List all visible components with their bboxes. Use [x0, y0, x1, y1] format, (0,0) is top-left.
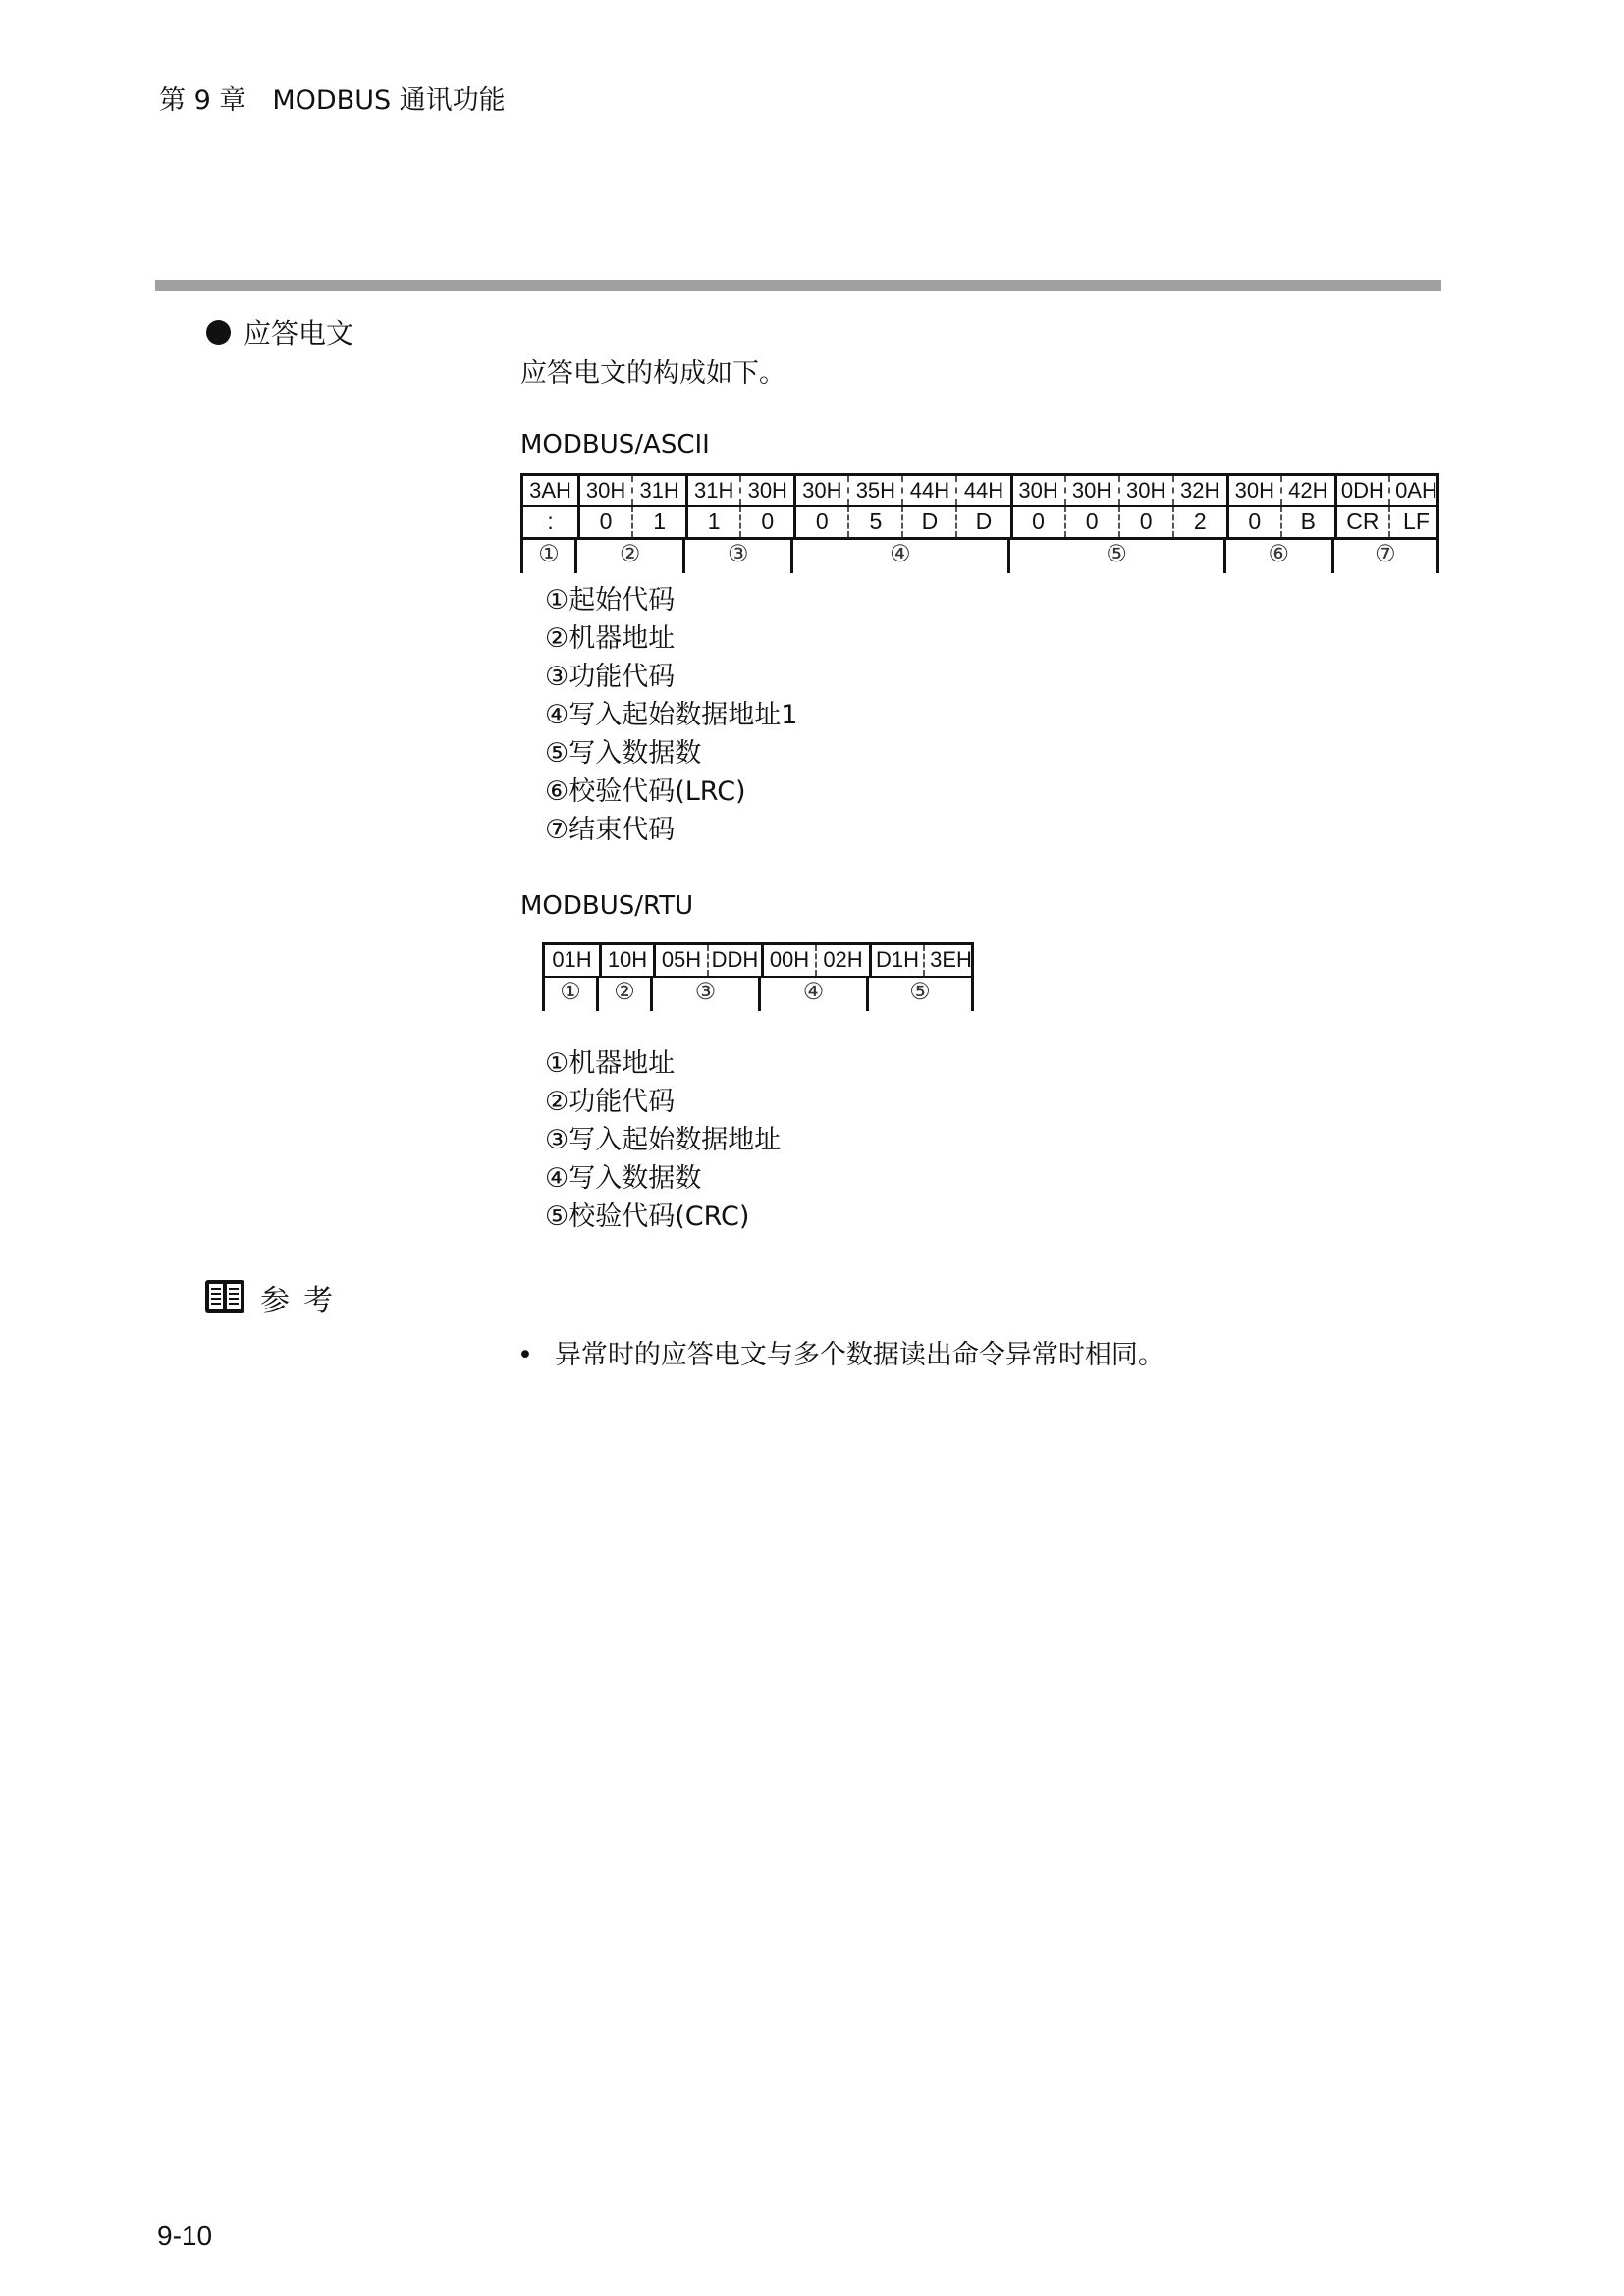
ascii-chars-cell: 2	[1172, 507, 1226, 537]
rtu-hex-cell: 3EH	[923, 945, 977, 976]
ascii-chars-cell: LF	[1388, 507, 1442, 537]
ascii-hex-cell: 0DH	[1334, 476, 1388, 505]
ascii-legend-item: ②机器地址	[545, 623, 676, 654]
ascii-hex-cell: 32H	[1172, 476, 1226, 505]
ascii-group-row	[520, 540, 1439, 573]
ascii-hex-cell: 30H	[577, 476, 631, 505]
ascii-legend-item: ③功能代码	[545, 662, 676, 692]
reference-title: 参考	[260, 1284, 347, 1318]
bullet-dot-icon	[206, 320, 231, 345]
ascii-chars-cell: 0	[1118, 507, 1172, 537]
rtu-group-row	[542, 978, 974, 1011]
rtu-hex-cell: 10H	[599, 945, 653, 976]
ascii-hex-cell: 44H	[955, 476, 1009, 505]
ascii-legend	[545, 581, 797, 849]
rtu-hex-cell: DDH	[707, 945, 761, 976]
ascii-group-number: ④	[790, 540, 1006, 573]
section-heading	[206, 312, 353, 351]
rtu-frame-label: MODBUS/RTU	[520, 891, 694, 921]
rtu-legend-item: ④写入数据数	[545, 1163, 702, 1194]
ascii-chars-cell: 0	[793, 507, 847, 537]
ascii-hex-cell: 31H	[631, 476, 685, 505]
ascii-chars-cell: 0	[1010, 507, 1064, 537]
ascii-chars-cell: 0	[577, 507, 631, 537]
section-title: 应答电文	[244, 317, 354, 349]
ascii-hex-cell: 31H	[685, 476, 739, 505]
section-intro: 应答电文的构成如下。	[520, 358, 785, 389]
rtu-hex-cell: 02H	[815, 945, 869, 976]
rtu-group-number: ③	[650, 978, 758, 1011]
ascii-hex-cell: 30H	[739, 476, 793, 505]
ascii-hex-cell: 30H	[1010, 476, 1064, 505]
ascii-legend-item: ⑥校验代码(LRC)	[545, 776, 746, 807]
ascii-legend-item: ⑤写入数据数	[545, 738, 702, 769]
ascii-hex-cell: 0AH	[1388, 476, 1442, 505]
ascii-hex-cell: 30H	[793, 476, 847, 505]
rtu-group-number: ①	[542, 978, 596, 1011]
note-bullet: •	[517, 1340, 533, 1370]
ascii-chars-cell: 0	[1226, 507, 1280, 537]
ascii-hex-cell: 44H	[901, 476, 955, 505]
ascii-hex-cell: 30H	[1226, 476, 1280, 505]
ascii-chars-cell: CR	[1334, 507, 1388, 537]
ascii-chars-cell: B	[1280, 507, 1334, 537]
ascii-chars-cell: D	[955, 507, 1009, 537]
rtu-group-number: ④	[758, 978, 866, 1011]
ascii-chars-cell: 1	[631, 507, 685, 537]
rtu-hex-cell: 05H	[653, 945, 707, 976]
ascii-legend-item: ①起始代码	[545, 585, 676, 615]
rtu-legend-item: ⑤校验代码(CRC)	[545, 1201, 750, 1232]
rtu-legend	[545, 1044, 781, 1236]
ascii-group-number: ②	[574, 540, 682, 573]
note-text: 异常时的应答电文与多个数据读出命令异常时相同。	[554, 1340, 1164, 1370]
rtu-hex-cell: 00H	[761, 945, 815, 976]
page-number: 9-10	[157, 2220, 213, 2251]
ascii-hex-cell: 3AH	[529, 478, 571, 503]
rtu-group-number: ⑤	[866, 978, 974, 1011]
ascii-frame-label: MODBUS/ASCII	[520, 430, 710, 459]
ascii-chars-cell: 0	[1064, 507, 1118, 537]
chapter-header: 第 9 章 MODBUS 通讯功能	[159, 85, 506, 116]
ascii-group-number: ⑤	[1007, 540, 1223, 573]
ascii-chars-cell: :	[547, 508, 554, 534]
rtu-frame-table	[542, 942, 974, 1011]
book-icon	[203, 1278, 246, 1315]
reference-note	[517, 1333, 1164, 1371]
rtu-group-number: ②	[596, 978, 650, 1011]
rtu-legend-item: ②功能代码	[545, 1087, 676, 1117]
ascii-legend-item: ④写入起始数据地址1	[545, 700, 798, 730]
rtu-legend-item: ③写入起始数据地址	[545, 1125, 782, 1155]
ascii-group-number: ①	[520, 540, 574, 573]
ascii-group-number: ⑦	[1331, 540, 1439, 573]
ascii-hex-cell: 42H	[1280, 476, 1334, 505]
rtu-hex-row	[542, 942, 974, 978]
ascii-frame-table	[520, 473, 1439, 573]
ascii-chars-cell: 5	[847, 507, 901, 537]
ascii-chars-cell: 1	[685, 507, 739, 537]
ascii-hex-row	[520, 473, 1439, 507]
ascii-chars-cell: D	[901, 507, 955, 537]
ascii-hex-cell: 30H	[1118, 476, 1172, 505]
rtu-legend-item: ①机器地址	[545, 1048, 676, 1079]
rtu-hex-cell: 01H	[552, 947, 592, 972]
section-divider	[155, 280, 1441, 291]
ascii-chars-row	[520, 507, 1439, 540]
ascii-chars-cell: 0	[739, 507, 793, 537]
ascii-hex-cell: 35H	[847, 476, 901, 505]
ascii-group-number: ③	[682, 540, 790, 573]
ascii-legend-item: ⑦结束代码	[545, 815, 676, 845]
ascii-group-number: ⑥	[1223, 540, 1331, 573]
rtu-hex-cell: D1H	[869, 945, 923, 976]
ascii-hex-cell: 30H	[1064, 476, 1118, 505]
